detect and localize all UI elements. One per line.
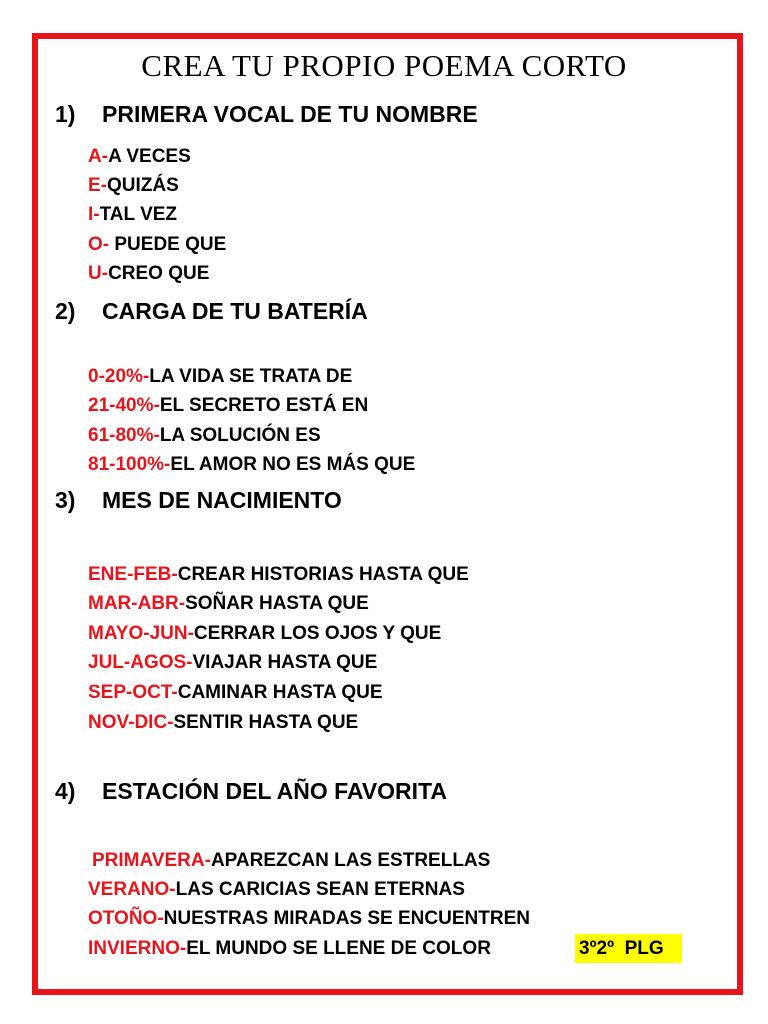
- list-item: [88, 233, 226, 257]
- list-item: [88, 681, 383, 705]
- item-text: VIAJAR HASTA QUE: [192, 652, 378, 673]
- list-item: [88, 424, 321, 448]
- item-key: A-: [88, 146, 109, 167]
- section-1-heading: [55, 99, 478, 129]
- list-item: [88, 365, 352, 389]
- item-text: CAMINAR HASTA QUE: [177, 682, 383, 703]
- list-item: [88, 878, 465, 902]
- item-text: CERRAR LOS OJOS Y QUE: [193, 623, 442, 644]
- item-key: 61-80%-: [88, 425, 160, 446]
- list-item: [88, 394, 368, 418]
- item-text: LA VIDA SE TRATA DE: [149, 366, 353, 387]
- list-item: [88, 651, 377, 675]
- section-title: PRIMERA VOCAL DE TU NOMBRE: [102, 101, 478, 127]
- item-key: 81-100%-: [88, 454, 171, 475]
- item-key: SEP-OCT-: [88, 682, 178, 703]
- item-key: MAR-ABR-: [88, 593, 186, 614]
- item-text: EL SECRETO ESTÁ EN: [159, 395, 369, 416]
- item-key: OTOÑO-: [88, 908, 164, 929]
- item-text: NUESTRAS MIRADAS SE ENCUENTREN: [163, 908, 530, 929]
- item-text: TAL VEZ: [99, 204, 178, 225]
- list-item: [92, 849, 490, 873]
- item-text: A VECES: [108, 146, 191, 167]
- item-key: U-: [88, 263, 109, 284]
- list-item: [88, 453, 415, 477]
- item-text: EL MUNDO SE LLENE DE COLOR: [186, 938, 491, 959]
- section-2-heading: [55, 296, 368, 326]
- list-item: [88, 907, 530, 931]
- section-number: 1): [55, 101, 76, 127]
- list-item: [88, 711, 358, 735]
- section-title: MES DE NACIMIENTO: [102, 487, 342, 513]
- item-key: MAYO-JUN-: [88, 623, 194, 644]
- list-item: [88, 262, 209, 286]
- item-text: QUIZÁS: [107, 175, 179, 196]
- item-text: PUEDE QUE: [109, 234, 227, 255]
- item-text: LAS CARICIAS SEAN ETERNAS: [175, 879, 465, 900]
- section-number: 2): [55, 298, 76, 324]
- list-item: [88, 174, 179, 198]
- list-item: [88, 622, 441, 646]
- item-key: E-: [88, 175, 107, 196]
- list-item: [88, 937, 491, 961]
- section-number: 3): [55, 487, 76, 513]
- item-key: JUL-AGOS-: [88, 652, 193, 673]
- list-item: [88, 145, 191, 169]
- section-number: 4): [55, 778, 76, 804]
- item-text: SOÑAR HASTA QUE: [185, 593, 369, 614]
- item-text: CREAR HISTORIAS HASTA QUE: [177, 564, 469, 585]
- item-key: VERANO-: [88, 879, 176, 900]
- item-key: ENE-FEB-: [88, 564, 178, 585]
- section-4-heading: [55, 776, 447, 806]
- item-key: NOV-DIC-: [88, 712, 174, 733]
- item-key: 0-20%-: [88, 366, 150, 387]
- item-key: 21-40%-: [88, 395, 160, 416]
- class-tag: 3º2º PLG: [575, 934, 682, 963]
- item-text: EL AMOR NO ES MÁS QUE: [170, 454, 416, 475]
- item-key: PRIMAVERA-: [92, 850, 211, 871]
- section-title: CARGA DE TU BATERÍA: [102, 298, 368, 324]
- item-key: I-: [88, 204, 100, 225]
- item-key: O-: [88, 234, 110, 255]
- item-key: INVIERNO-: [88, 938, 187, 959]
- list-item: [88, 592, 369, 616]
- section-title: ESTACIÓN DEL AÑO FAVORITA: [102, 778, 448, 804]
- item-text: APAREZCAN LAS ESTRELLAS: [210, 850, 491, 871]
- item-text: CREO QUE: [108, 263, 210, 284]
- section-3-heading: [55, 485, 342, 515]
- page-title: CREA TU PROPIO POEMA CORTO: [141, 48, 627, 83]
- list-item: [88, 563, 469, 587]
- item-text: SENTIR HASTA QUE: [173, 712, 359, 733]
- item-text: LA SOLUCIÓN ES: [159, 425, 321, 446]
- list-item: [88, 203, 177, 227]
